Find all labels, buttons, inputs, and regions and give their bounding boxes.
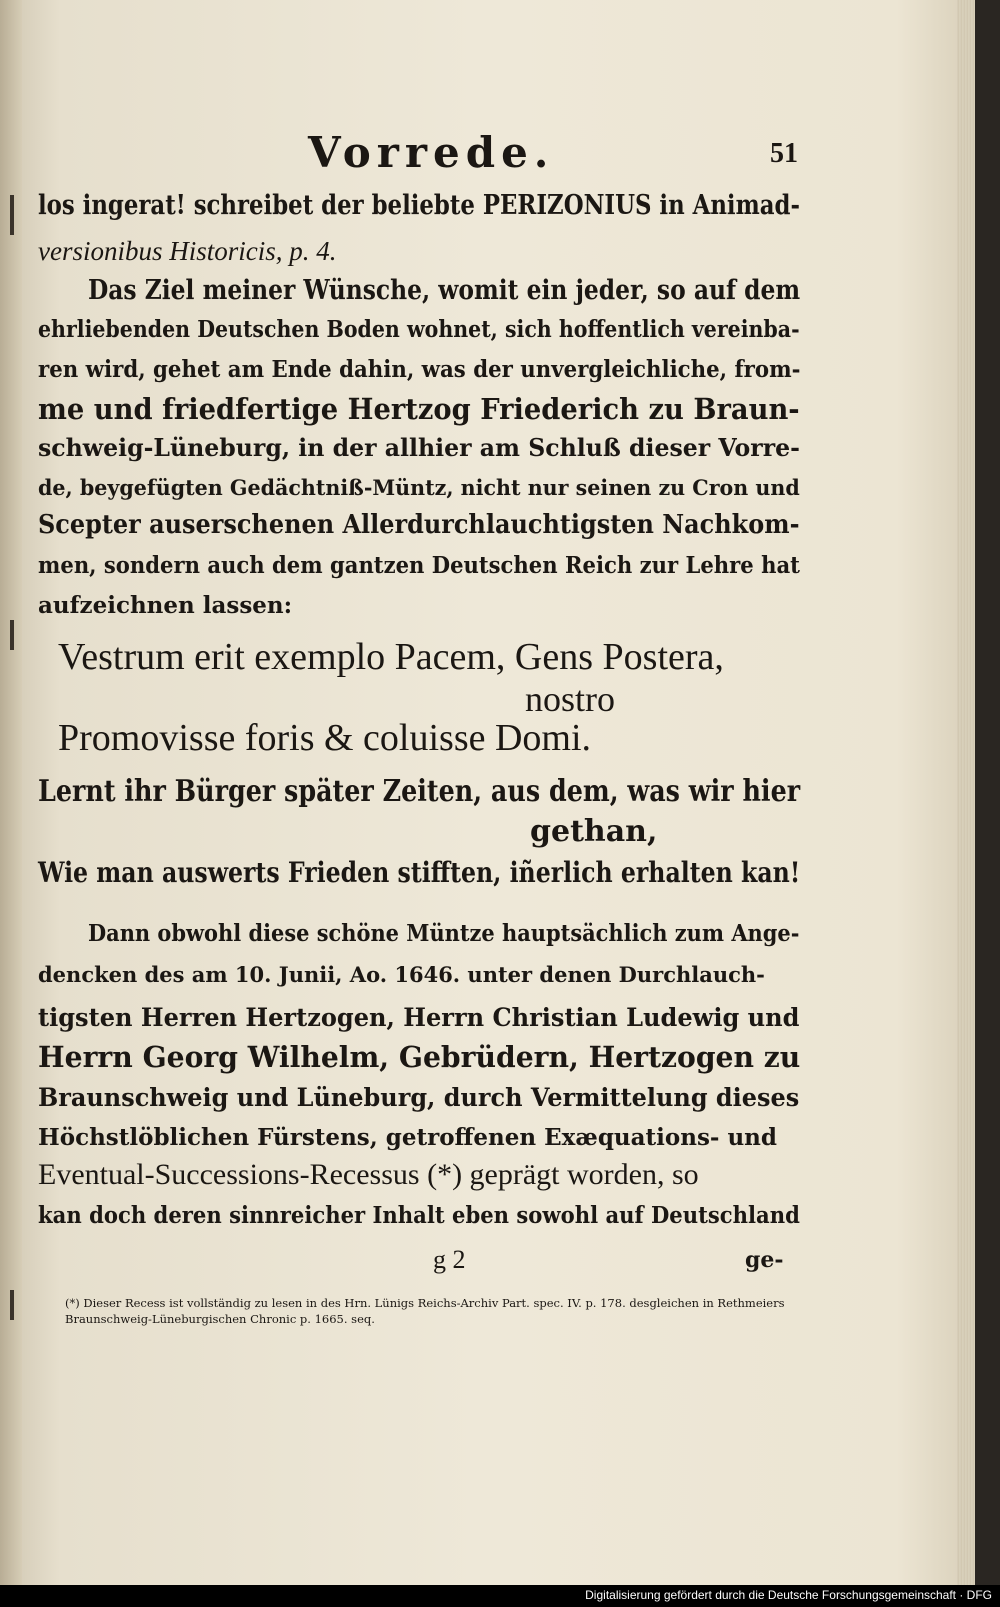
text-line: Höchstlöblichen Fürstens, getroffenen Exæquations- und	[38, 1124, 777, 1151]
page-gutter	[0, 0, 22, 1585]
footnote-line: Braunschweig-Lüneburgischen Chronic p. 1665. seq.	[65, 1312, 375, 1326]
text-line: Braunschweig und Lüneburg, durch Vermittelung dieses	[38, 1083, 800, 1112]
signature-mark: g 2	[433, 1245, 466, 1274]
text-line: Scepter auserschenen Allerdurchlauchtigsten Nachkom-	[38, 510, 800, 540]
text-line: aufzeichnen lassen:	[38, 592, 293, 619]
text-line: schweig-Lüneburg, in der allhier am Schluß dieser Vorre-	[38, 433, 800, 462]
page-number: 51	[770, 138, 798, 169]
gutter-mark	[10, 195, 14, 235]
footnote-line: (*) Dieser Recess ist vollständig zu lesen in des Hrn. Lünigs Reichs-Archiv Part. spec. IV. p. 178. desgleichen in Rethmeiers	[65, 1296, 785, 1310]
text-line: Eventual-Successions-Recessus (*) geprägt worden, so	[38, 1158, 699, 1191]
text-line: los ingerat! schreibet der beliebte PERIZONIUS in Animad-	[38, 190, 800, 221]
text-line: Herrn Georg Wilhelm, Gebrüdern, Hertzogen zu	[38, 1040, 801, 1074]
credit-text: Digitalisierung gefördert durch die Deutsche Forschungsgemeinschaft · DFG	[585, 1588, 992, 1602]
credit-bar	[0, 1585, 1000, 1607]
latin-verse-line: Promovisse foris & coluisse Domi.	[58, 717, 592, 759]
german-verse-line: Wie man auswerts Frieden stifften, iñerlich erhalten kan!	[38, 856, 801, 889]
text-line: ren wird, gehet am Ende dahin, was der unvergleichliche, from-	[38, 356, 801, 383]
text-line: kan doch deren sinnreicher Inhalt eben sowohl auf Deutschland	[38, 1202, 800, 1229]
text-line: de, beygefügten Gedächtniß-Müntz, nicht nur seinen zu Cron und	[38, 475, 800, 500]
text-line: me und friedfertige Hertzog Friederich zu Braun-	[38, 392, 800, 426]
gutter-mark	[10, 1290, 14, 1320]
page-fore-edge	[957, 0, 975, 1585]
text-line: dencken des am 10. Junii, Ao. 1646. unter denen Durchlauch-	[38, 962, 765, 987]
text-line: versionibus Historicis, p. 4.	[38, 236, 337, 266]
text-line: ehrliebenden Deutschen Boden wohnet, sich hoffentlich vereinba-	[38, 316, 800, 343]
running-title: Vorrede.	[308, 128, 555, 177]
text-line: tigsten Herren Hertzogen, Herrn Christian Ludewig und	[38, 1003, 800, 1032]
german-verse-line: Lernt ihr Bürger später Zeiten, aus dem, was wir hier	[38, 774, 801, 809]
text-line: men, sondern auch dem gantzen Deutschen Reich zur Lehre hat	[38, 552, 800, 579]
latin-verse-line: Vestrum erit exemplo Pacem, Gens Postera,	[58, 636, 724, 678]
catchword: ge-	[745, 1247, 784, 1273]
text-line: Das Ziel meiner Wünsche, womit ein jeder, so auf dem	[88, 275, 801, 306]
german-verse-line: gethan,	[530, 814, 658, 849]
gutter-mark	[10, 620, 14, 650]
latin-verse-line: nostro	[525, 679, 615, 719]
text-line: Dann obwohl diese schöne Müntze hauptsächlich zum Ange-	[88, 920, 800, 947]
